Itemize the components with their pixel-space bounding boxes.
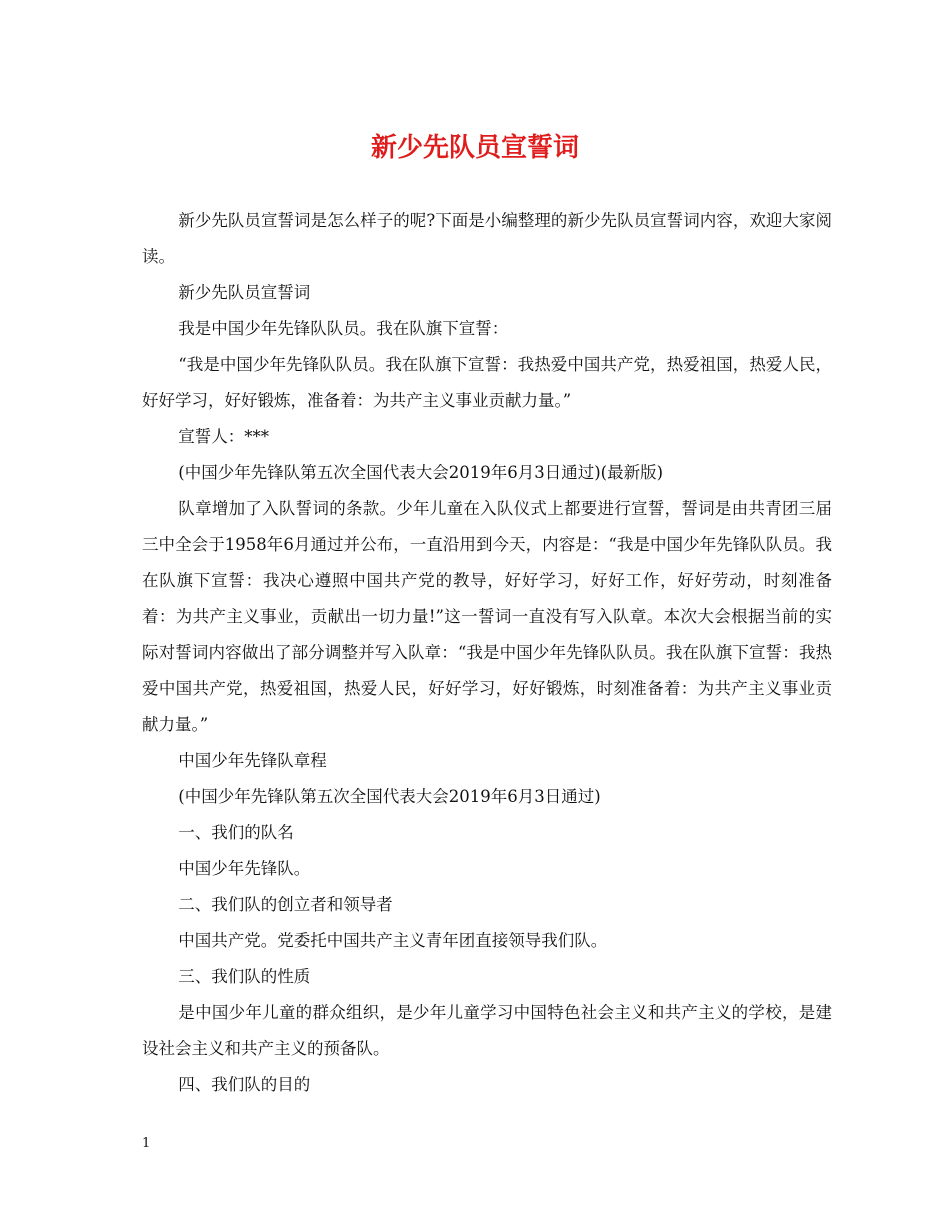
- paragraph: “我是中国少年先锋队队员。我在队旗下宣誓：我热爱中国共产党，热爱祖国，热爱人民，好好学习，好好锻炼，准备着：为共产主义事业贡献力量。”: [142, 355, 832, 410]
- paragraph: 新少先队员宣誓词是怎么样子的呢?下面是小编整理的新少先队员宣誓词内容，欢迎大家阅读。: [142, 211, 832, 266]
- document-body: [142, 203, 832, 1103]
- paragraph: 宣誓人：***: [178, 427, 270, 446]
- section-heading: 四、我们队的目的: [178, 1075, 311, 1094]
- paragraph: 队章增加了入队誓词的条款。少年儿童在入队仪式上都要进行宣誓，誓词是由共青团三届三中全会于1958年6月通过并公布，一直沿用到今天，内容是：“我是中国少年先锋队队员。我在队旗下宣誓：我决心遵照中国共产党的教导，好好学习，好好工作，好好劳动，时刻准备着：为共产主义事业，贡献出一切力量!”这一誓词一直没有写入队章。本次大会根据当前的实际对誓词内容做出了部分调整并写入队章：“我是中国少年先锋队队员。我在队旗下宣誓：我热爱中国共产党，热爱祖国，热爱人民，好好学习，好好锻炼，时刻准备着：为共产主义事业贡献力量。”: [142, 499, 832, 734]
- paragraph: 是中国少年儿童的群众组织，是少年儿童学习中国特色社会主义和共产主义的学校，是建设社会主义和共产主义的预备队。: [142, 1003, 832, 1058]
- section-heading: 三、我们队的性质: [178, 967, 311, 986]
- paragraph: 中国共产党。党委托中国共产主义青年团直接领导我们队。: [178, 931, 608, 950]
- paragraph: (中国少年先锋队第五次全国代表大会2019年6月3日通过): [178, 787, 601, 806]
- paragraph: 中国少年先锋队。: [178, 859, 311, 878]
- paragraph: 我是中国少年先锋队队员。我在队旗下宣誓：: [178, 319, 509, 338]
- paragraph: 新少先队员宣誓词: [178, 283, 311, 302]
- section-heading: 一、我们的队名: [178, 823, 294, 842]
- section-heading: 二、我们队的创立者和领导者: [178, 895, 393, 914]
- section-heading: 中国少年先锋队章程: [178, 751, 327, 770]
- paragraph: (中国少年先锋队第五次全国代表大会2019年6月3日通过)(最新版): [178, 463, 664, 482]
- document-title: 新少先队员宣誓词: [370, 133, 579, 163]
- page-number: 1: [142, 1136, 151, 1151]
